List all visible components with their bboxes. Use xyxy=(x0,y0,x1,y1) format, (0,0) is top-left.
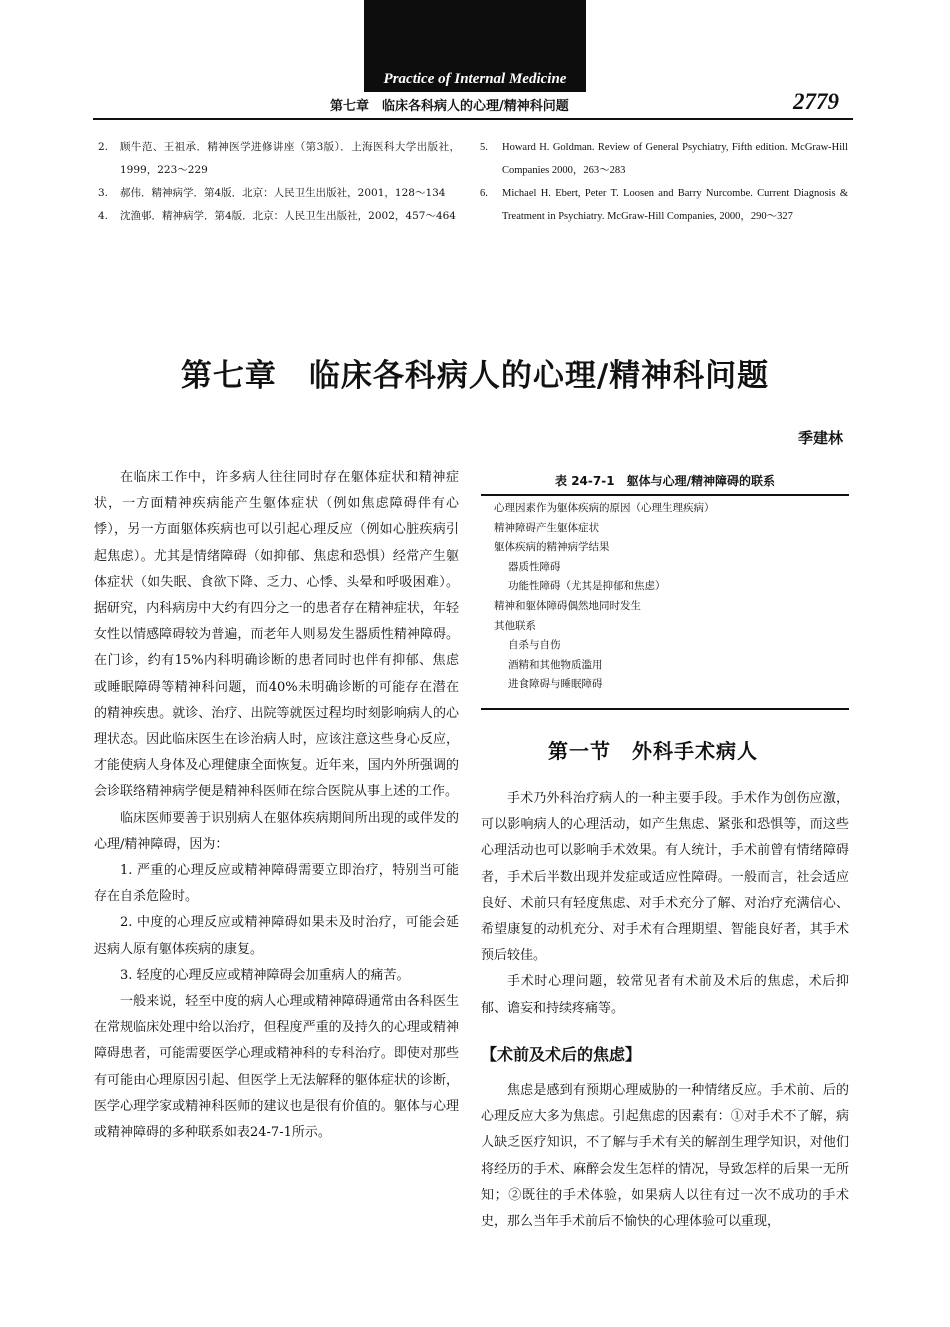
references-left-column xyxy=(98,136,460,228)
table-row: 躯体疾病的精神病学结果 xyxy=(494,541,610,554)
reference-number: 4. xyxy=(98,210,109,222)
page-number: 2779 xyxy=(793,89,839,114)
references-right-column xyxy=(480,136,848,228)
reference-item xyxy=(480,136,848,182)
subsection-heading: 【术前及术后的焦虑】 xyxy=(481,1045,642,1064)
reference-item xyxy=(98,136,460,182)
subsection-body xyxy=(481,1078,849,1235)
reference-text: Michael H. Ebert, Peter T. Loosen and Barry Nurcombe. Current Diagnosis & Treatment in Psychiatry. McGraw-Hill Companies, 2000，290～327 xyxy=(502,188,848,222)
table-caption: 表 24-7-1 躯体与心理/精神障碍的联系 xyxy=(555,474,775,488)
body-paragraph: 临床医师要善于识别病人在躯体疾病期间所出现的或伴发的心理/精神障碍，因为： xyxy=(94,810,459,852)
table-row: 功能性障碍（尤其是抑郁和焦虑） xyxy=(508,580,666,593)
table-body xyxy=(494,499,844,695)
table-bottom-rule xyxy=(481,708,849,710)
reference-text: Howard H. Goldman. Review of General Psychiatry, Fifth edition. McGraw-Hill Companies 2000，263～283 xyxy=(502,142,848,176)
journal-banner-text: Practice of Internal Medicine xyxy=(383,71,567,87)
author-name: 季建林 xyxy=(797,429,843,447)
reference-number: 2. xyxy=(98,141,109,153)
running-title: 第七章 临床各科病人的心理/精神科问题 xyxy=(330,99,569,114)
chapter-title: 第七章 临床各科病人的心理/精神科问题 xyxy=(180,358,770,394)
body-paragraph: 2. 中度的心理反应或精神障碍如果未及时治疗，可能会延迟病人原有躯体疾病的康复。 xyxy=(94,915,459,957)
section-title: 第一节 外科手术病人 xyxy=(548,739,758,763)
left-body-column xyxy=(94,465,459,1146)
body-paragraph: 在临床工作中，许多病人往往同时存在躯体症状和精神症状，一方面精神疾病能产生躯体症状（例如焦虑障碍伴有心悸），另一方面躯体疾病也可以引起心理反应（例如心脏疾病引起焦虑）。尤其是情绪障碍（如抑郁、焦虑和恐惧）经常产生躯体症状（如失眠、食欲下降、乏力、心悸、头晕和呼吸困难）。据研究，内科病房中大约有四分之一的患者存在精神症状，年轻女性以情感障碍较为普遍，而老年人则易发生器质性精神障碍。在门诊，约有15%内科明确诊断的患者同时也伴有抑郁、焦虑或睡眠障碍等精神科问题，而40%未明确诊断的可能存在潜在的精神疾患。就诊、治疗、出院等就医过程均时刻影响病人的心理状态。因此临床医生在诊治病人时，应该注意这些身心反应，才能使病人身体及心理健康全面恢复。近年来，国内外所强调的会诊联络精神病学便是精神科医师在综合医院从事上述的工作。 xyxy=(94,470,459,800)
body-paragraph: 手术时心理问题，较常见者有术前及术后的焦虑，术后抑郁、谵妄和持续疼痛等。 xyxy=(481,974,849,1016)
body-paragraph: 焦虑是感到有预期心理威胁的一种情绪反应。手术前、后的心理反应大多为焦虑。引起焦虑的因素有：①对手术不了解，病人缺乏医疗知识，不了解与手术有关的解剖生理学知识，对他们将经历的手术、麻醉会发生怎样的情况，导致怎样的后果一无所知；②既往的手术体验，如果病人以往有过一次不成功的手术史，那么当年手术前后不愉快的心理体验可以重现， xyxy=(481,1083,849,1230)
reference-number: 5. xyxy=(480,142,488,153)
section-body xyxy=(481,786,849,1022)
body-paragraph: 一般来说，轻至中度的病人心理或精神障碍通常由各科医生在常规临床处理中给以治疗，但程度严重的及持久的心理或精神障碍患者，可能需要医学心理或精神科的专科治疗。即使对那些有可能由心理原因引起、但医学上无法解释的躯体症状的诊断，医学心理学家或精神科医师的建议也是很有价值的。躯体与心理或精神障碍的多种联系如表24-7-1所示。 xyxy=(94,994,459,1141)
header-divider xyxy=(93,118,853,120)
table-row: 心理因素作为躯体疾病的原因（心理生理疾病） xyxy=(494,502,715,514)
reference-item xyxy=(480,182,848,228)
reference-number: 3. xyxy=(98,187,109,199)
body-paragraph: 手术乃外科治疗病人的一种主要手段。手术作为创伤应激，可以影响病人的心理活动，如产生焦虑、紧张和恐惧等，而这些心理活动也可以影响手术效果。有人统计，手术前曾有情绪障碍者，手术后半数出现并发症或适应性障碍。一般而言，社会适应良好、术前只有轻度焦虑、对手术充分了解、对治疗充满信心、希望康复的动机充分、对手术有合理期望、智能良好者，其手术预后较佳。 xyxy=(481,791,849,964)
reference-item xyxy=(98,182,460,205)
body-paragraph: 1. 严重的心理反应或精神障碍需要立即治疗，特别当可能存在自杀危险时。 xyxy=(94,863,459,905)
reference-text: 顾牛范、王祖承．精神医学进修讲座（第3版）．上海医科大学出版社，1999，223～229 xyxy=(120,141,460,176)
body-paragraph: 3. 轻度的心理反应或精神障碍会加重病人的痛苦。 xyxy=(120,967,410,983)
table-row: 其他联系 xyxy=(494,619,536,632)
journal-banner xyxy=(364,0,586,92)
table-row: 精神和躯体障碍偶然地同时发生 xyxy=(494,599,641,612)
reference-item xyxy=(98,205,460,228)
table-row: 酒精和其他物质滥用 xyxy=(508,658,603,671)
table-top-rule xyxy=(481,494,849,496)
reference-text: 沈渔邨．精神病学．第4版．北京：人民卫生出版社，2002，457～464 xyxy=(120,210,456,222)
reference-number: 6. xyxy=(480,188,488,199)
table-row: 精神障碍产生躯体症状 xyxy=(494,521,599,534)
table-row: 器质性障碍 xyxy=(508,560,561,573)
table-row: 自杀与自伤 xyxy=(508,639,561,652)
table-row: 进食障碍与睡眠障碍 xyxy=(508,678,603,691)
reference-text: 郝伟．精神病学．第4版．北京：人民卫生出版社，2001，128～134 xyxy=(120,187,446,199)
